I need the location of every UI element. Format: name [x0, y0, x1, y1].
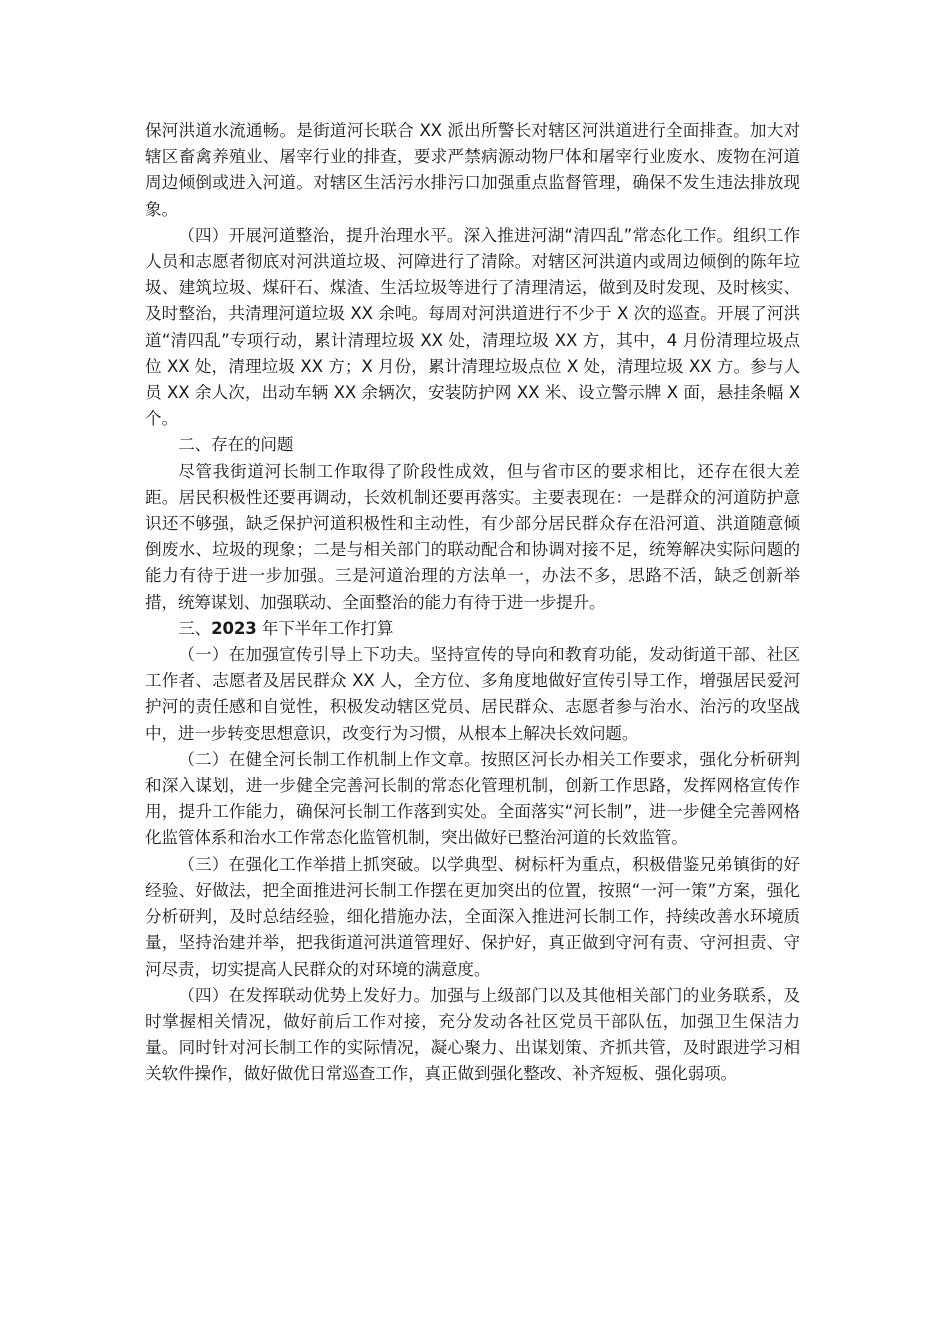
paragraph-continuation: 保河洪道水流通畅。是街道河长联合 XX 派出所警长对辖区河洪道进行全面排查。加大对辖区畜禽养殖业、屠宰行业的排查，要求严禁病源动物尸体和屠宰行业废水、废物在河道周边倾倒或进入河道。对辖区生活污水排污口加强重点监督管理，确保不发生违法排放现象。	[145, 121, 800, 219]
heading-suffix: 年下半年工作打算	[256, 618, 394, 638]
paragraph-plan-mechanism: （二）在健全河长制工作机制上作文章。按照区河长办相关工作要求，强化分析研判和深入谋划，进一步健全完善河长制的常态化管理机制，创新工作思路，发挥网格宣传作用，提升工作能力，确保河长制工作落到实处。全面落实“河长制”，进一步健全完善网格化监管体系和治水工作常态化监管机制，突出做好已整治河道的长效监管。	[145, 749, 800, 848]
paragraph-plan-coordination: （四）在发挥联动优势上发好力。加强与上级部门以及其他相关部门的业务联系，及时掌握相关情况，做好前后工作对接，充分发动各社区党员干部队伍，加强卫生保洁力量。同时针对河长制工作的实际情况，凝心聚力、出谋划策、齐抓共管，及时跟进学习相关软件操作，做好做优日常巡查工作，真正做到强化整改、补齐短板、强化弱项。	[145, 985, 800, 1084]
paragraph-river-cleanup: （四）开展河道整治，提升治理水平。深入推进河湖“清四乱”常态化工作。组织工作人员和志愿者彻底对河洪道垃圾、河障进行了清除。对辖区河洪道内或周边倾倒的陈年垃圾、建筑垃圾、煤矸石、煤渣、生活垃圾等进行了清理清运，做到及时发现、及时核实、及时整治，共清理河道垃圾 XX 余吨。每周对河洪道进行不少于 X 次的巡查。开展了河洪道“清四乱”专项行动，累计清理垃圾 XX 处，清理垃圾 XX 方，其中，4 月份清理垃圾点位 XX 处，清理垃圾 XX 方；X 月份，累计清理垃圾点位 X 处，清理垃圾 XX 方。参与人员 XX 余人次，出动车辆 XX 余辆次，安装防护网 XX 米、设立警示牌 X 面，悬挂条幅 X 个。	[145, 225, 800, 429]
section-heading-plans	[145, 616, 800, 642]
document-page	[145, 118, 800, 1088]
paragraph-plan-measures: （三）在强化工作举措上抓突破。以学典型、树标杆为重点，积极借鉴兄弟镇街的好经验、好做法，把全面推进河长制工作摆在更加突出的位置，按照“一河一策”方案，强化分析研判，及时总结经验，细化措施办法，全面深入推进河长制工作，持续改善水环境质量，坚持治建并举，把我街道河洪道管理好、保护好，真正做到守河有责、守河担责、守河尽责，切实提高人民群众的对环境的满意度。	[145, 854, 800, 979]
heading-year: 2023	[211, 618, 257, 638]
heading-prefix: 三、	[178, 618, 212, 638]
paragraph-plan-publicity: （一）在加强宣传引导上下功夫。坚持宣传的导向和教育功能，发动街道干部、社区工作者、志愿者及居民群众 XX 人，全方位、多角度地做好宣传引导工作，增强居民爱河护河的责任感和自觉性，积极发动辖区党员、居民群众、志愿者参与治水、治污的攻坚战中，进一步转变思想意识，改变行为习惯，从根本上解决长效问题。	[145, 645, 800, 743]
paragraph-problems: 尽管我街道河长制工作取得了阶段性成效，但与省市区的要求相比，还存在很大差距。居民积极性还要再调动，长效机制还要再落实。主要表现在：一是群众的河道防护意识还不够强，缺乏保护河道积极性和主动性，有少部分居民群众存在沿河道、洪道随意倾倒废水、垃圾的现象；二是与相关部门的联动配合和协调对接不足，统筹解决实际问题的能力有待于进一步加强。三是河道治理的方法单一，办法不多，思路不活，缺乏创新举措，统筹谋划、加强联动、全面整治的能力有待于进一步提升。	[145, 461, 800, 612]
section-heading-problems: 二、存在的问题	[178, 435, 294, 455]
